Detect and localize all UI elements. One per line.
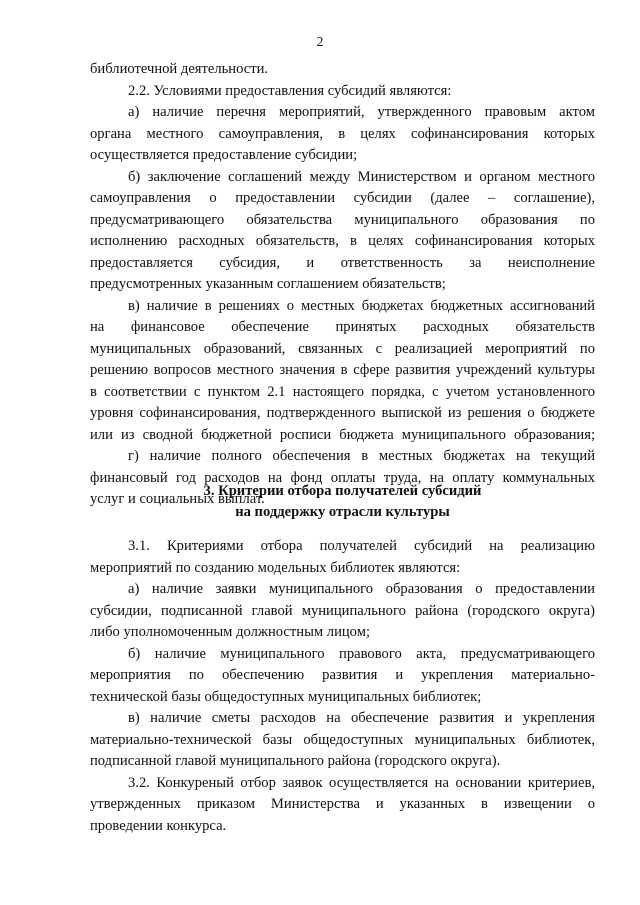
conditions-text-line: муниципальных образований, связанных с реализацией мероприятий по — [90, 340, 595, 357]
conditions-text-line: осуществляется предоставление субсидии; — [90, 147, 358, 163]
conditions-text-line: г) наличие полного обеспечения в местных бюджетах на текущий — [128, 448, 595, 464]
section-heading — [90, 481, 595, 523]
text-block-conditions — [90, 59, 595, 511]
conditions-text-line: б) заключение соглашений между Министерством и органом местного — [128, 168, 595, 185]
conditions-text-line: на финансовое обеспечение принятых расходных обязательств — [90, 319, 595, 335]
conditions-text-line: исполнению расходных обязательств, в целях софинансирования которых — [90, 233, 595, 249]
conditions-text-line: а) наличие перечня мероприятий, утвержденного правовым актом — [128, 104, 595, 120]
criteria-text-line: технической базы общедоступных муниципальных библиотек; — [90, 688, 482, 705]
conditions-text-line: или из сводной бюджетной росписи бюджета муниципального образования; — [90, 426, 595, 443]
conditions-text-line: предоставляется субсидия, и ответственность за неисполнение — [90, 254, 595, 271]
criteria-text-line: 3.1. Критериями отбора получателей субсидий на реализацию — [128, 538, 595, 554]
criteria-text-line: проведении конкурса. — [90, 817, 227, 834]
criteria-text-line: а) наличие заявки муниципального образования о предоставлении — [128, 581, 595, 597]
conditions-text-line: услуг и социальных выплат. — [90, 491, 265, 507]
conditions-text-line: органа местного самоуправления, в целях софинансирования которых — [90, 125, 595, 142]
criteria-text-line: б) наличие муниципального правового акта, предусматривающего — [128, 645, 595, 662]
criteria-text-line: мероприятий по созданию модельных библиотек являются: — [90, 559, 461, 576]
conditions-text-line: предусмотренных указанным соглашением обязательств; — [90, 276, 446, 292]
criteria-text-line: материально-технической базы общедоступных муниципальных библиотек, — [90, 731, 595, 748]
criteria-text-line: мероприятия по обеспечению развития и укрепления материально- — [90, 667, 595, 683]
conditions-text-line: 2.2. Условиями предоставления субсидий являются: — [128, 82, 452, 99]
criteria-text-line: утвержденных приказом Министерства и указанных в извещении о — [90, 796, 595, 812]
heading-line-2: на поддержку отрасли культуры — [235, 504, 450, 520]
conditions-text-line: предусматривающего обязательства муниципального образования по — [90, 211, 595, 228]
text-block-criteria — [90, 536, 595, 837]
conditions-text-line: решению вопросов местного значения в сфере развития учреждений культуры — [90, 362, 595, 378]
criteria-text-line: в) наличие сметы расходов на обеспечение развития и укрепления — [128, 710, 595, 726]
conditions-text-line: в соответствии с пунктом 2.1 настоящего порядка, с учетом установленного — [90, 383, 595, 400]
criteria-text-line: подписанной главой муниципального района (городского округа). — [90, 753, 501, 769]
criteria-text-line: либо уполномоченным должностным лицом; — [90, 624, 370, 640]
heading-line-1: 3. Критерии отбора получателей субсидий — [203, 483, 482, 499]
conditions-text-line: в) наличие в решениях о местных бюджетах бюджетных ассигнований — [128, 297, 595, 314]
conditions-text-line: библиотечной деятельности. — [90, 61, 269, 77]
conditions-text-line: самоуправления о предоставлении субсидии (далее – соглашение), — [90, 190, 595, 206]
page-number: 2 — [316, 34, 324, 49]
conditions-text-line: финансовый год расходов на фонд оплаты труда, на оплату коммунальных — [90, 469, 595, 486]
criteria-text-line: субсидии, подписанной главой муниципального района (городского округа) — [90, 602, 595, 619]
conditions-text-line: уровня софинансирования, подтвержденного выпиской из решения о бюджете — [90, 405, 595, 421]
criteria-text-line: 3.2. Конкуреный отбор заявок осуществляется на основании критериев, — [128, 774, 595, 791]
